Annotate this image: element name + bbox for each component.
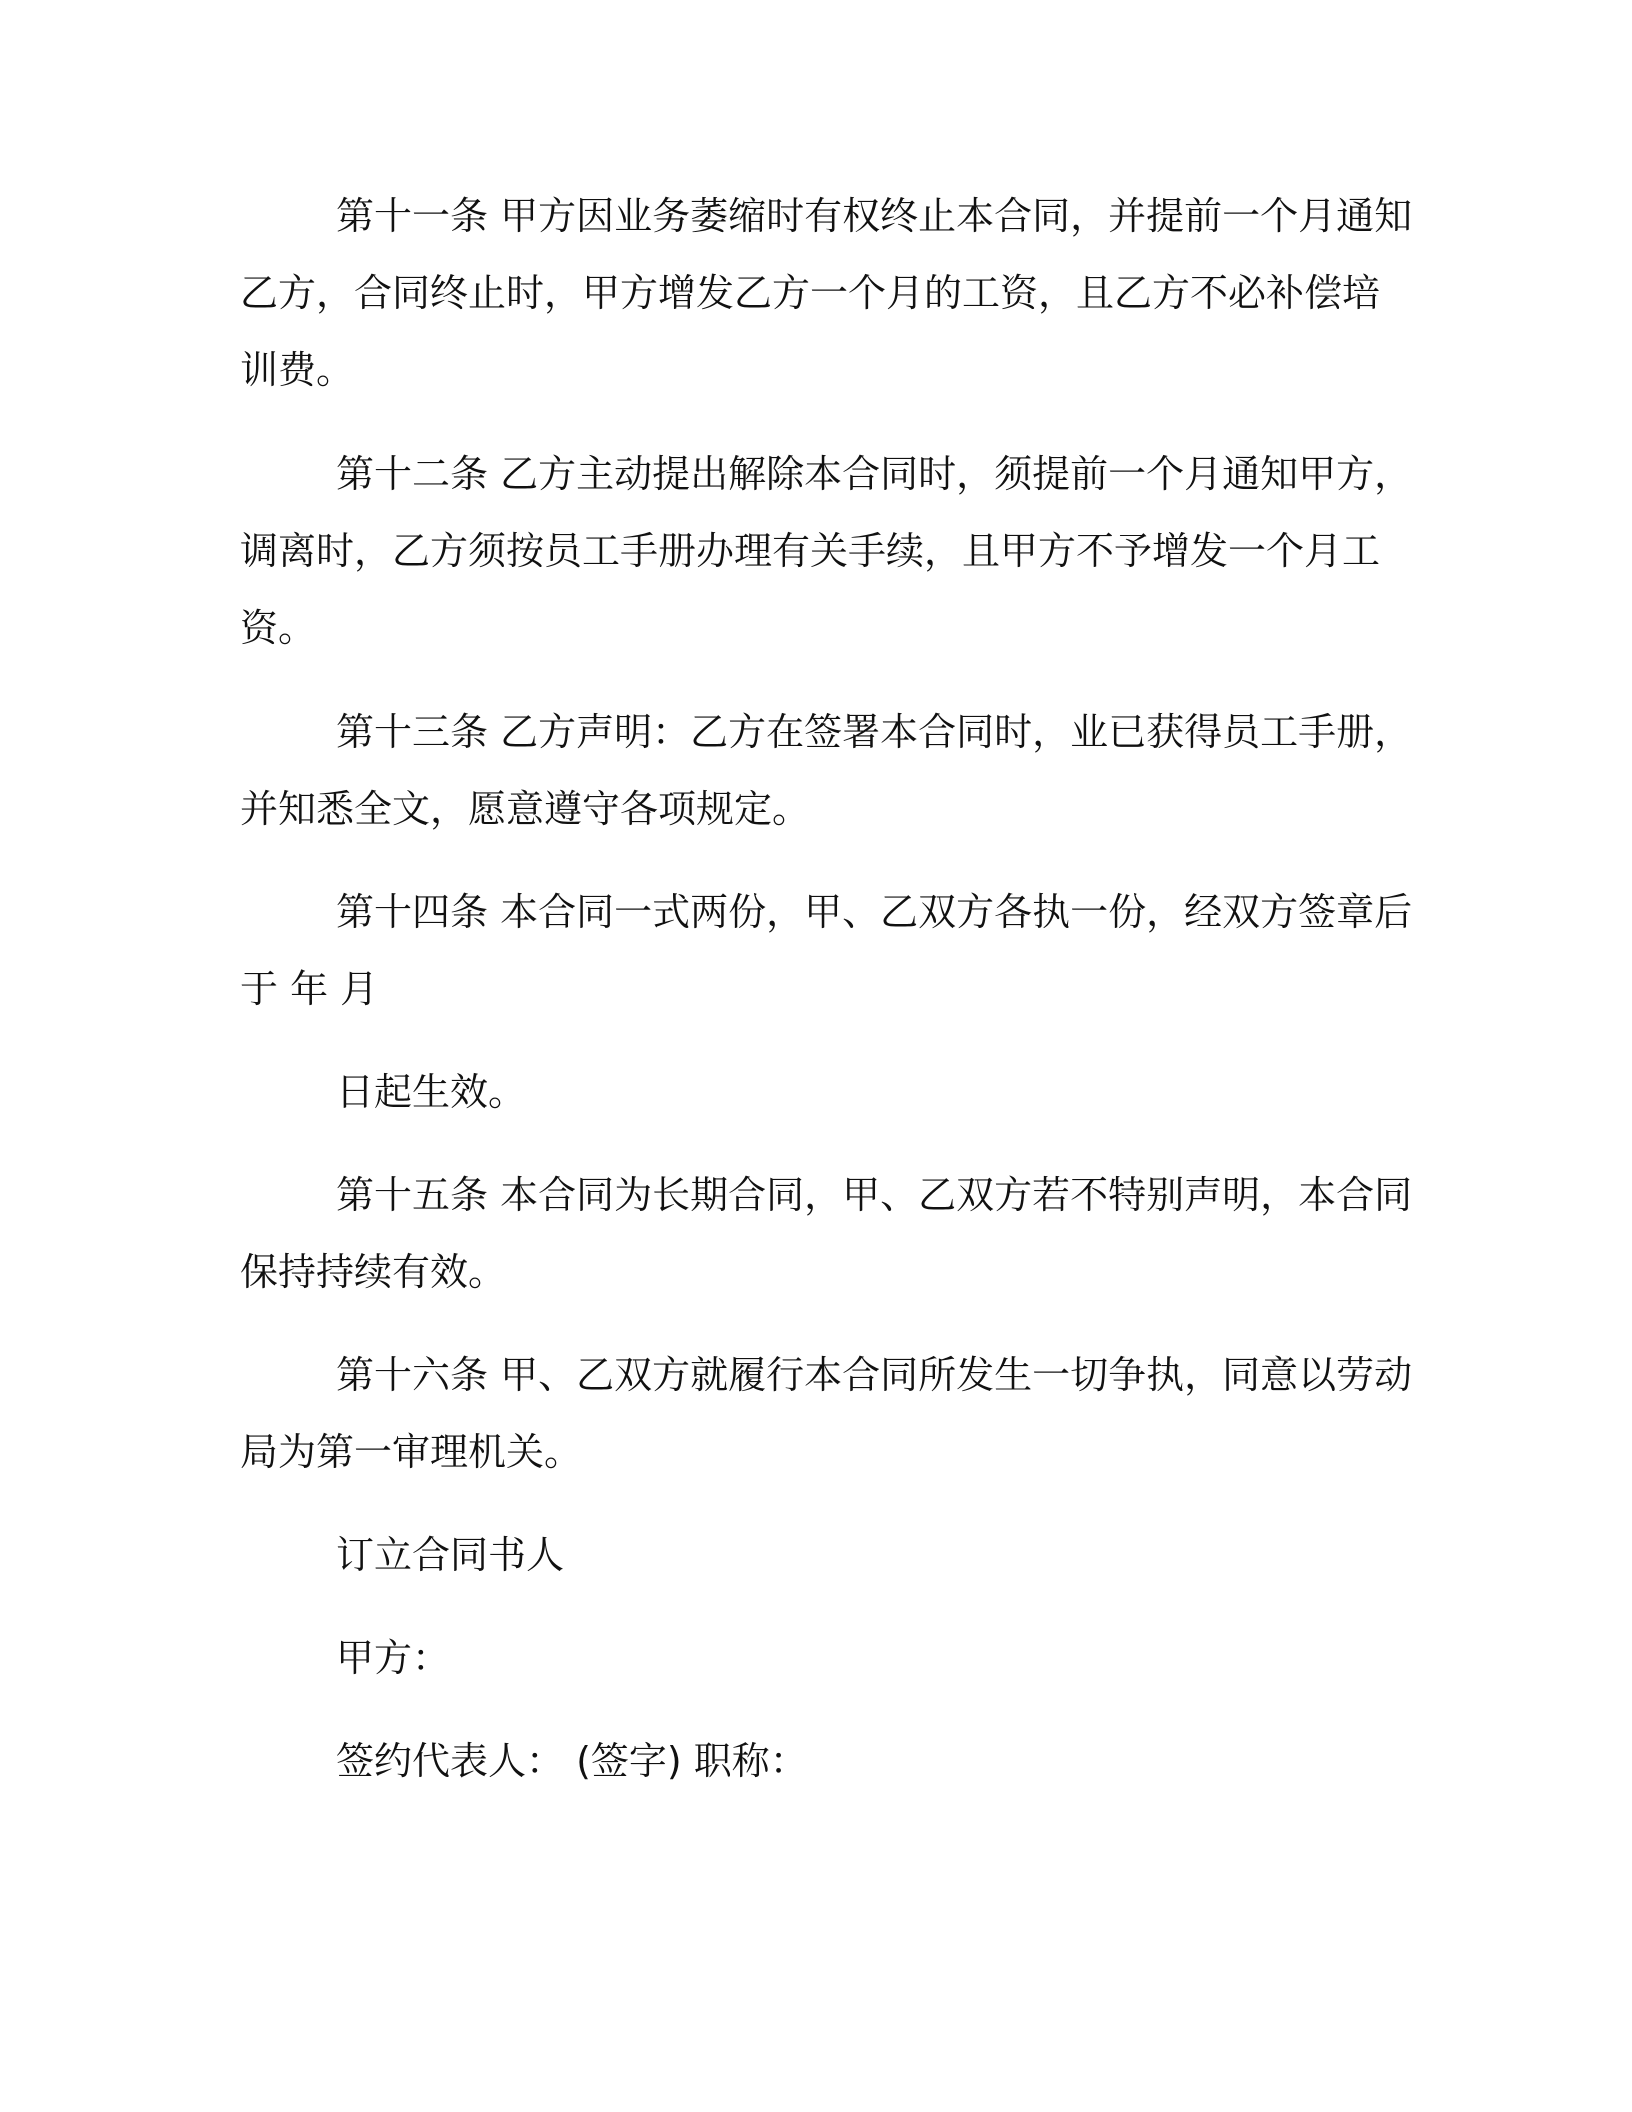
representative-paragraph <box>240 1723 1390 1800</box>
effective-date-paragraph <box>240 1054 1390 1131</box>
article-12-line-1: 第十二条 乙方主动提出解除本合同时，须提前一个月通知甲方， <box>336 452 1413 496</box>
article-12-line-2: 调离时，乙方须按员工手册办理有关手续，且甲方不予增发一个月工 <box>240 529 1381 573</box>
article-16-line-1: 第十六条 甲、乙双方就履行本合同所发生一切争执，同意以劳动 <box>336 1353 1413 1397</box>
article-11-line-2: 乙方，合同终止时，甲方增发乙方一个月的工资，且乙方不必补偿培 <box>240 271 1381 315</box>
signatory-heading-paragraph <box>240 1517 1390 1594</box>
article-15-paragraph <box>240 1157 1413 1311</box>
article-16-line-2: 局为第一审理机关。 <box>240 1430 583 1474</box>
article-14-paragraph <box>240 874 1413 1028</box>
article-13-line-1: 第十三条 乙方声明：乙方在签署本合同时，业已获得员工手册， <box>336 710 1413 754</box>
signatory-heading: 订立合同书人 <box>336 1533 565 1577</box>
article-12-paragraph <box>240 436 1413 667</box>
article-15-line-1: 第十五条 本合同为长期合同，甲、乙双方若不特别声明，本合同 <box>336 1173 1413 1217</box>
article-14-line-2: 于 年 月 <box>240 967 379 1011</box>
article-12-line-3: 资。 <box>240 606 317 650</box>
article-13-paragraph <box>240 694 1413 848</box>
article-15-line-2: 保持持续有效。 <box>240 1250 507 1294</box>
article-16-paragraph <box>240 1337 1413 1491</box>
representative-label: 签约代表人： (签字) 职称： <box>336 1739 808 1783</box>
article-11-line-1: 第十一条 甲方因业务萎缩时有权终止本合同，并提前一个月通知 <box>336 194 1413 238</box>
party-a-paragraph <box>240 1620 1390 1697</box>
article-11-paragraph <box>240 178 1413 409</box>
article-11-line-3: 训费。 <box>240 348 355 392</box>
article-14-line-1: 第十四条 本合同一式两份，甲、乙双方各执一份，经双方签章后 <box>336 890 1413 934</box>
article-13-line-2: 并知悉全文，愿意遵守各项规定。 <box>240 787 811 831</box>
effective-date-line: 日起生效。 <box>336 1070 527 1114</box>
party-a-label: 甲方： <box>336 1636 451 1680</box>
